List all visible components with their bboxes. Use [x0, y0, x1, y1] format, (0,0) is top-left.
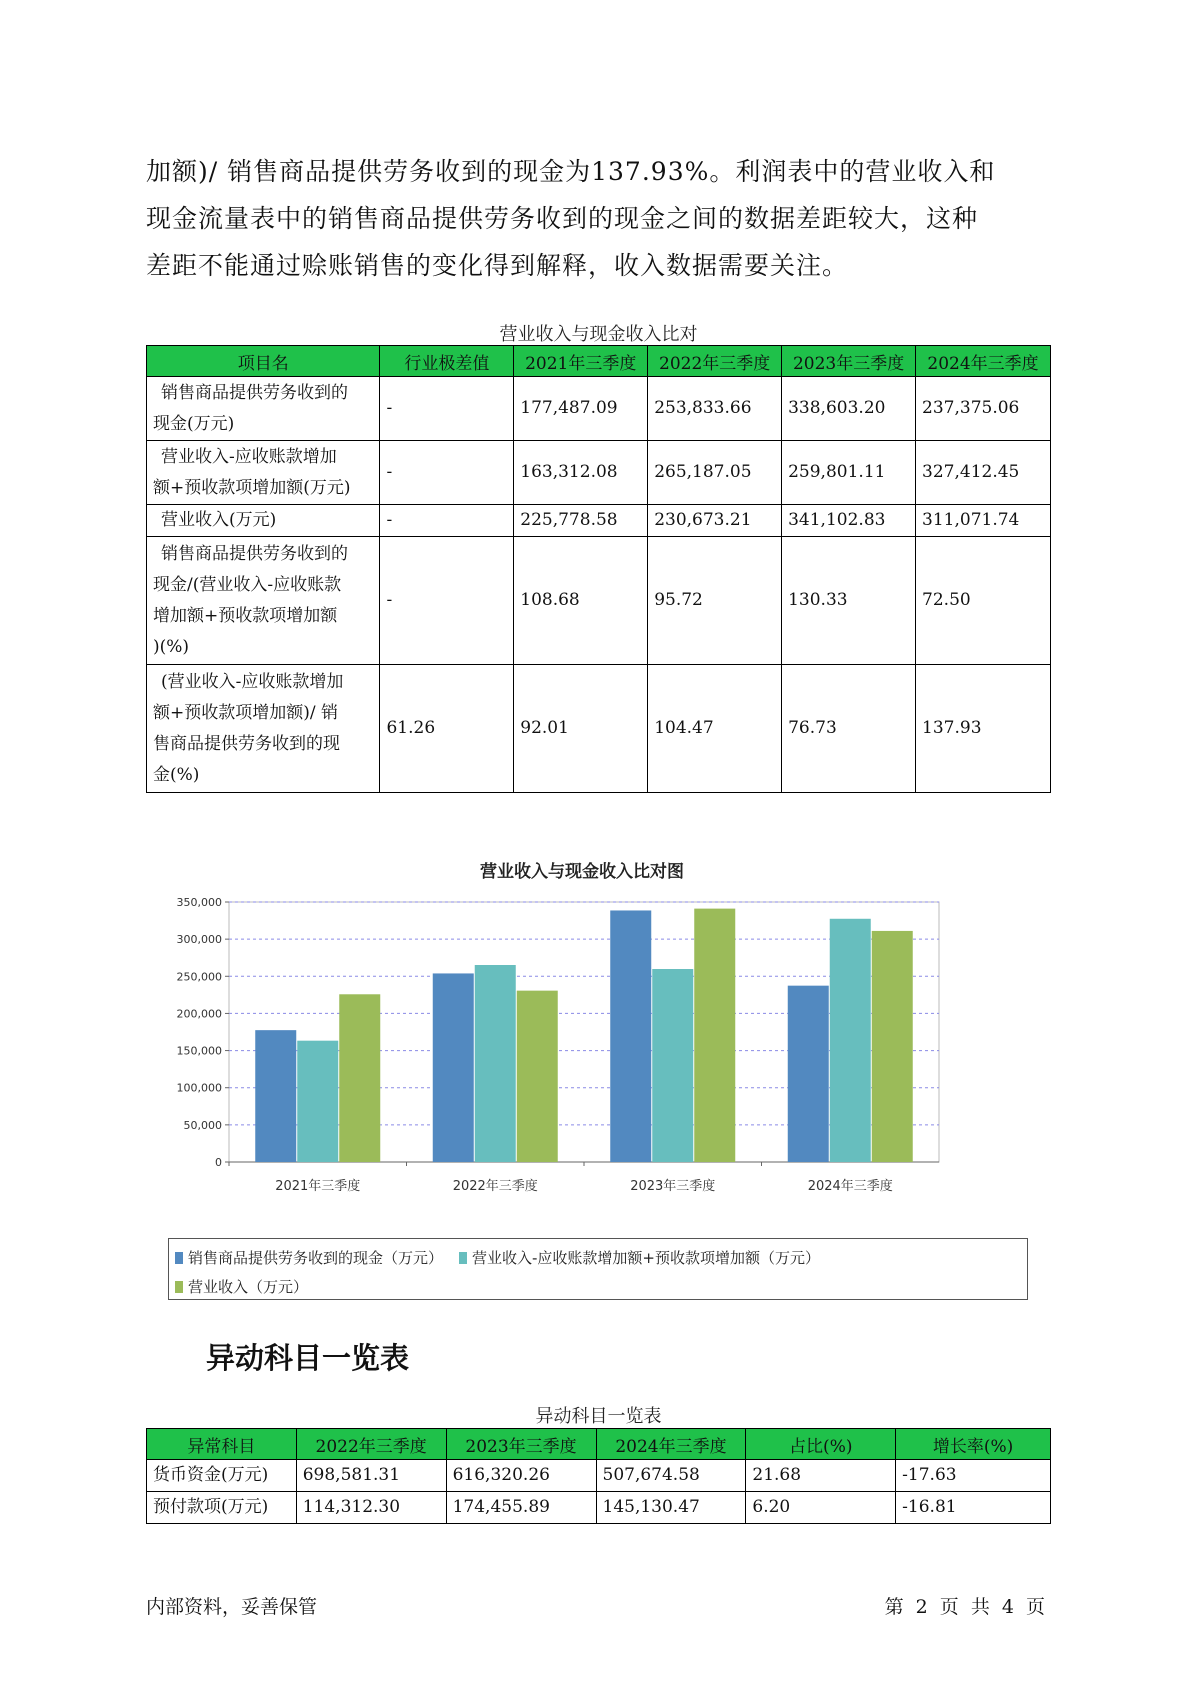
table-cell: 507,674.58: [596, 1460, 746, 1492]
table-cell: 230,673.21: [648, 505, 782, 537]
bar-chart: [166, 860, 1031, 1300]
table-header-row: [147, 1429, 1051, 1460]
bar: [652, 969, 693, 1162]
table-cell: 108.68: [514, 537, 648, 665]
bar: [255, 1030, 296, 1162]
x-tick-label: 2024年三季度: [807, 1179, 893, 1194]
bar: [694, 909, 735, 1162]
cell-line: 营业收入-应收账款增加: [161, 446, 337, 467]
table-row: [147, 441, 1051, 505]
table-cell: 预付款项(万元): [147, 1492, 297, 1524]
table-cell: 130.33: [782, 537, 916, 665]
table-header-row: [147, 346, 1051, 377]
paragraph-line: 现金流量表中的销售商品提供劳务收到的现金之间的数据差距较大，这种: [146, 204, 979, 233]
row-name-cell: [147, 377, 380, 441]
table-row: [147, 1460, 1051, 1492]
chart-legend: [168, 1238, 1028, 1300]
legend-item: [175, 1276, 308, 1297]
chart-x-ticks: [229, 1162, 893, 1194]
cell-line: )(%): [153, 636, 190, 657]
chart-bars: [255, 909, 913, 1162]
table-cell: 225,778.58: [514, 505, 648, 537]
cell-line: 额+预收款项增加额(万元): [153, 477, 351, 498]
table-row: [147, 665, 1051, 793]
row-name-cell: [147, 441, 380, 505]
table-cell: 311,071.74: [916, 505, 1051, 537]
table1-caption: 营业收入与现金收入比对: [499, 324, 698, 345]
body-paragraph: [146, 148, 1046, 289]
table-cell: -17.63: [896, 1460, 1051, 1492]
bar: [872, 931, 913, 1162]
header-cell: 2023年三季度: [446, 1429, 596, 1460]
header-cell: 2024年三季度: [596, 1429, 746, 1460]
bar: [475, 965, 516, 1162]
table-cell: 61.26: [380, 665, 514, 793]
paragraph-line: 加额)/ 销售商品提供劳务收到的现金为137.93%。利润表中的营业收入和: [146, 157, 996, 186]
revenue-cash-table: [146, 345, 1051, 793]
header-cell: 2023年三季度: [782, 346, 916, 377]
cell-line: 销售商品提供劳务收到的: [161, 382, 348, 403]
footer-page-number: 第 2 页 共 4 页: [884, 1596, 1045, 1618]
table-cell: -: [380, 537, 514, 665]
header-cell: 2022年三季度: [296, 1429, 446, 1460]
cell-line: 金(%): [153, 764, 200, 785]
legend-label: 营业收入-应收账款增加额+预收款项增加额（万元）: [472, 1249, 820, 1267]
cell-line: 增加额+预收款项增加额: [153, 605, 338, 626]
header-cell: 行业极差值: [380, 346, 514, 377]
table-cell: 114,312.30: [296, 1492, 446, 1524]
y-tick-label: 350,000: [176, 896, 222, 909]
cell-line: 营业收入(万元): [161, 510, 277, 530]
table-cell: -: [380, 505, 514, 537]
cell-line: 现金/(营业收入-应收账款: [153, 574, 342, 595]
chart-y-ticks: [177, 896, 230, 1169]
x-tick-label: 2023年三季度: [630, 1179, 716, 1194]
table-cell: 338,603.20: [782, 377, 916, 441]
table-cell: 616,320.26: [446, 1460, 596, 1492]
y-tick-label: 200,000: [176, 1007, 222, 1021]
table-row: [147, 505, 1051, 537]
table-cell: 253,833.66: [648, 377, 782, 441]
cell-line: 销售商品提供劳务收到的: [161, 543, 348, 564]
table-cell: -16.81: [896, 1492, 1051, 1524]
header-cell: 2024年三季度: [916, 346, 1051, 377]
table-cell: 21.68: [746, 1460, 896, 1492]
table-cell: 265,187.05: [648, 441, 782, 505]
table-cell: 72.50: [916, 537, 1051, 665]
table-cell: -: [380, 441, 514, 505]
chart-title: 营业收入与现金收入比对图: [480, 862, 684, 882]
table-cell: 174,455.89: [446, 1492, 596, 1524]
legend-item: [175, 1247, 443, 1268]
table-cell: 698,581.31: [296, 1460, 446, 1492]
y-tick-label: 150,000: [176, 1044, 222, 1058]
legend-item: [459, 1247, 820, 1268]
legend-label: 销售商品提供劳务收到的现金（万元）: [188, 1249, 444, 1267]
row-name-cell: [147, 505, 380, 537]
section-heading: 异动科目一览表: [206, 1341, 410, 1375]
abnormal-items-table: [146, 1428, 1051, 1524]
cell-line: 售商品提供劳务收到的现: [153, 733, 340, 754]
header-cell: 项目名: [147, 346, 380, 377]
table-cell: 137.93: [916, 665, 1051, 793]
table-cell: 341,102.83: [782, 505, 916, 537]
bar: [339, 994, 380, 1162]
cell-line: (营业收入-应收账款增加: [161, 671, 344, 692]
table-cell: 237,375.06: [916, 377, 1051, 441]
table-row: [147, 537, 1051, 665]
table2-caption: 异动科目一览表: [535, 1406, 662, 1427]
paragraph-line: 差距不能通过赊账销售的变化得到解释，收入数据需要关注。: [146, 251, 849, 280]
table-cell: 76.73: [782, 665, 916, 793]
row-name-cell: [147, 665, 380, 793]
chart-svg: [166, 860, 1031, 1240]
table-cell: 259,801.11: [782, 441, 916, 505]
cell-line: 现金(万元): [153, 413, 235, 434]
y-tick-label: 300,000: [176, 933, 222, 947]
table-cell: 163,312.08: [514, 441, 648, 505]
cell-line: 额+预收款项增加额)/ 销: [153, 702, 339, 723]
table-cell: 货币资金(万元): [147, 1460, 297, 1492]
table-cell: 6.20: [746, 1492, 896, 1524]
legend-swatch: [459, 1252, 467, 1264]
table-cell: 177,487.09: [514, 377, 648, 441]
table-cell: 92.01: [514, 665, 648, 793]
header-cell: 2022年三季度: [648, 346, 782, 377]
footer-confidential: 内部资料，妥善保管: [146, 1596, 318, 1618]
legend-swatch: [175, 1252, 183, 1264]
bar: [830, 919, 871, 1162]
header-cell: 异常科目: [147, 1429, 297, 1460]
legend-swatch: [175, 1281, 183, 1293]
y-tick-label: 50,000: [183, 1118, 222, 1132]
x-tick-label: 2021年三季度: [275, 1179, 361, 1194]
x-tick-label: 2022年三季度: [452, 1179, 538, 1194]
legend-label: 营业收入（万元）: [188, 1278, 309, 1296]
table-cell: 327,412.45: [916, 441, 1051, 505]
header-cell: 2021年三季度: [514, 346, 648, 377]
bar: [297, 1041, 338, 1162]
row-name-cell: [147, 537, 380, 665]
header-cell: 占比(%): [746, 1429, 896, 1460]
bar: [788, 986, 829, 1162]
table-cell: -: [380, 377, 514, 441]
bar: [433, 973, 474, 1162]
header-cell: 增长率(%): [896, 1429, 1051, 1460]
table-row: [147, 377, 1051, 441]
y-tick-label: 250,000: [176, 970, 222, 984]
bar: [517, 991, 558, 1162]
bar: [610, 910, 651, 1162]
table-cell: 95.72: [648, 537, 782, 665]
table-cell: 145,130.47: [596, 1492, 746, 1524]
y-tick-label: 100,000: [176, 1081, 222, 1095]
y-tick-label: 0: [215, 1156, 222, 1169]
table-row: [147, 1492, 1051, 1524]
table-cell: 104.47: [648, 665, 782, 793]
